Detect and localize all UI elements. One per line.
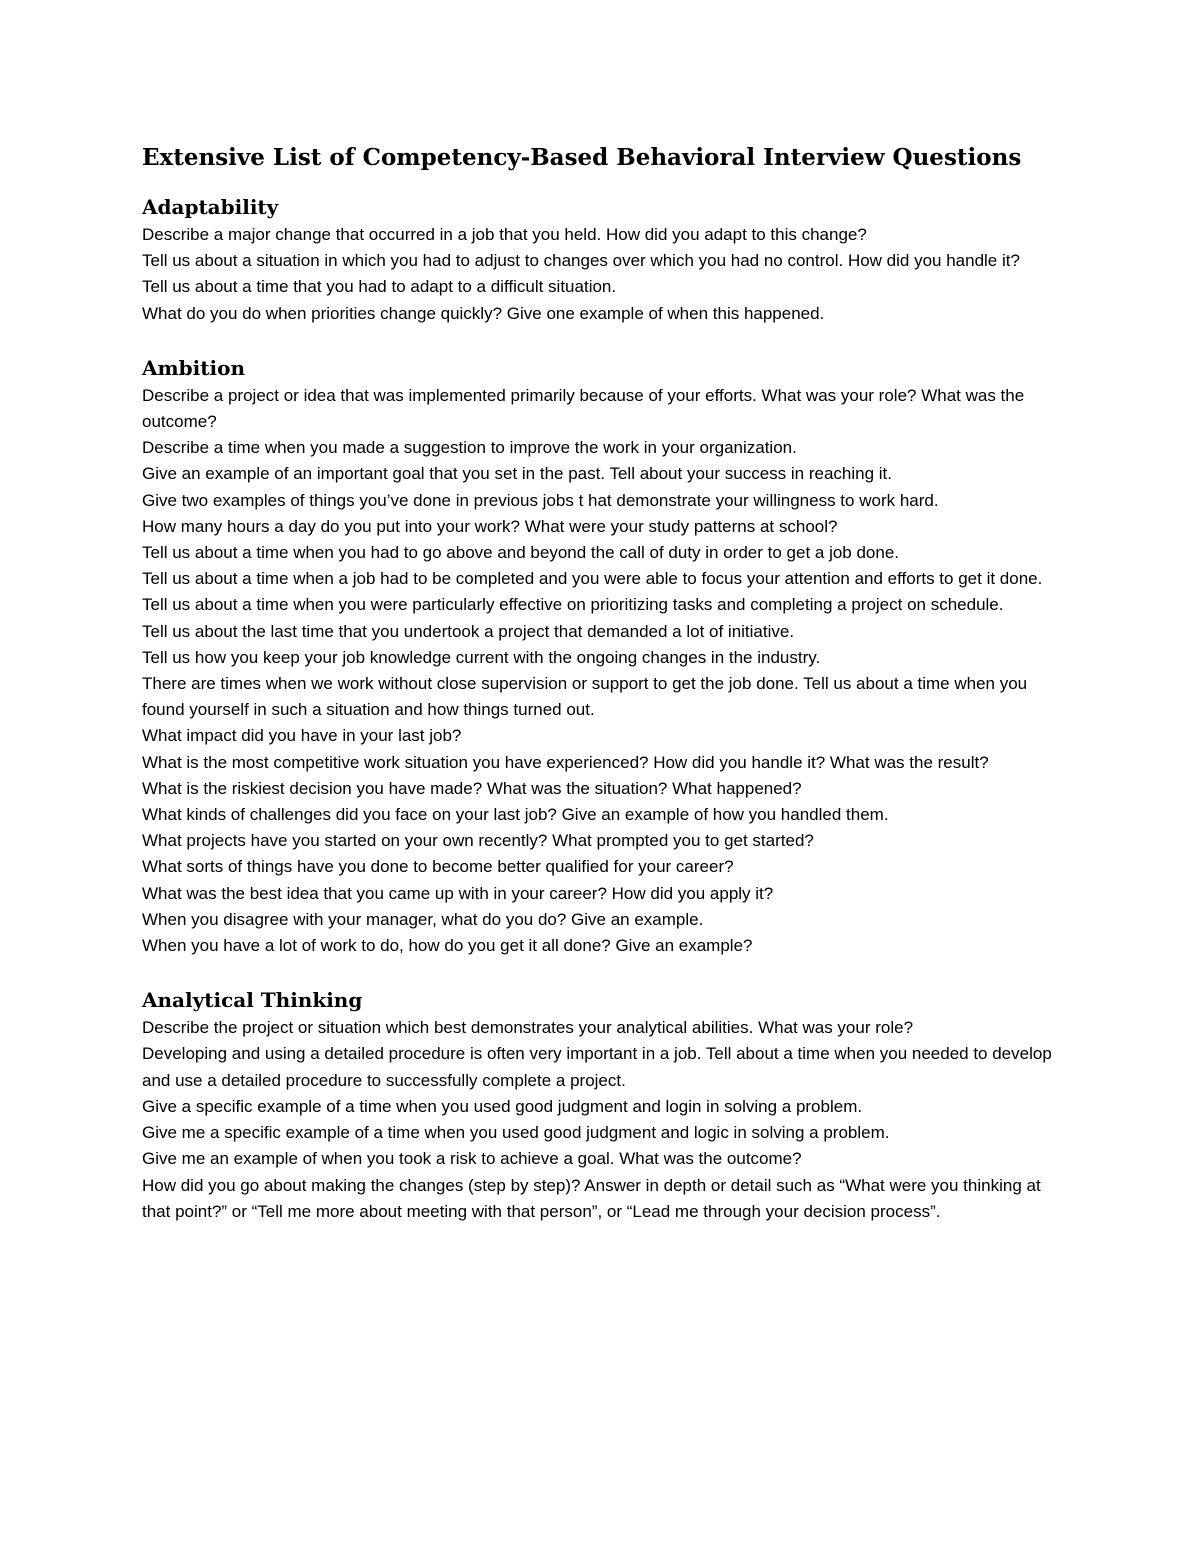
question-item: What was the best idea that you came up with in your career? How did you apply it? xyxy=(142,883,774,903)
section-heading: Analytical Thinking xyxy=(142,988,363,1013)
question-item: Tell us about a time when a job had to be completed and you were able to focus your attention and efforts to get it done. xyxy=(142,569,1043,589)
question-item: What is the most competitive work situation you have experienced? How did you handle it? What was the result? xyxy=(142,752,989,772)
question-item: Developing and using a detailed procedure is often very important in a job. Tell about a time when you needed to develop and use a detailed procedure to successfully complete a project. xyxy=(142,1044,1052,1090)
question-item: What projects have you started on your own recently? What prompted you to get started? xyxy=(142,831,814,851)
question-item: Describe a major change that occurred in a job that you held. How did you adapt to this change? xyxy=(142,225,867,244)
section-heading: Adaptability xyxy=(142,195,279,219)
question-item: Describe a time when you made a suggestion to improve the work in your organization. xyxy=(142,438,797,458)
question-list xyxy=(142,383,1067,959)
question-item: Tell us about the last time that you undertook a project that demanded a lot of initiative. xyxy=(142,621,795,641)
question-item: Give two examples of things you’ve done in previous jobs t hat demonstrate your willingness to work hard. xyxy=(142,490,939,510)
section xyxy=(142,353,1067,959)
document-title: Extensive List of Competency-Based Behavioral Interview Questions xyxy=(142,144,1022,171)
document-page xyxy=(142,138,1067,1251)
question-item: What sorts of things have you done to become better qualified for your career? xyxy=(142,857,734,877)
question-item: Tell us about a time when you had to go above and beyond the call of duty in order to get a job done. xyxy=(142,543,900,563)
question-item: Describe the project or situation which best demonstrates your analytical abilities. What was your role? xyxy=(142,1018,914,1038)
question-item: Describe a project or idea that was implemented primarily because of your efforts. What was your role? What was the outcome? xyxy=(142,385,1025,432)
question-list xyxy=(142,1015,1067,1225)
question-item: How did you go about making the changes (step by step)? Answer in depth or detail such as “What were you thinking at that point?” or “Tell me more about meeting with that person”, or “Lead me through your decision process”. xyxy=(142,1175,1041,1221)
section xyxy=(142,192,1067,327)
question-item: Tell us about a situation in which you had to adjust to changes over which you had no control. How did you handle it? xyxy=(142,251,1020,271)
section-heading: Ambition xyxy=(142,355,245,380)
question-item: What impact did you have in your last job? xyxy=(142,726,462,746)
question-list xyxy=(142,222,1067,327)
question-item: When you disagree with your manager, what do you do? Give an example. xyxy=(142,909,704,929)
question-item: There are times when we work without close supervision or support to get the job done. Tell us about a time when you found yourself in such a situation and how things turned out. xyxy=(142,674,1028,720)
question-item: What is the riskiest decision you have made? What was the situation? What happened? xyxy=(142,778,802,798)
question-item: What do you do when priorities change quickly? Give one example of when this happened. xyxy=(142,303,825,323)
question-item: Tell us about a time when you were particularly effective on prioritizing tasks and completing a project on schedule. xyxy=(142,595,1004,615)
sections-container xyxy=(142,192,1067,1225)
question-item: Give a specific example of a time when you used good judgment and login in solving a problem. xyxy=(142,1096,863,1116)
question-item: Give an example of an important goal that you set in the past. Tell about your success in reaching it. xyxy=(142,464,893,484)
question-item: What kinds of challenges did you face on your last job? Give an example of how you handled them. xyxy=(142,805,889,825)
question-item: Tell us how you keep your job knowledge current with the ongoing changes in the industry. xyxy=(142,647,821,667)
question-item: Give me a specific example of a time when you used good judgment and logic in solving a problem. xyxy=(142,1123,890,1143)
question-item: Tell us about a time that you had to adapt to a difficult situation. xyxy=(142,277,617,297)
question-item: How many hours a day do you put into your work? What were your study patterns at school? xyxy=(142,516,838,536)
question-item: Give me an example of when you took a risk to achieve a goal. What was the outcome? xyxy=(142,1149,802,1169)
section xyxy=(142,985,1067,1225)
question-item: When you have a lot of work to do, how do you get it all done? Give an example? xyxy=(142,936,753,956)
